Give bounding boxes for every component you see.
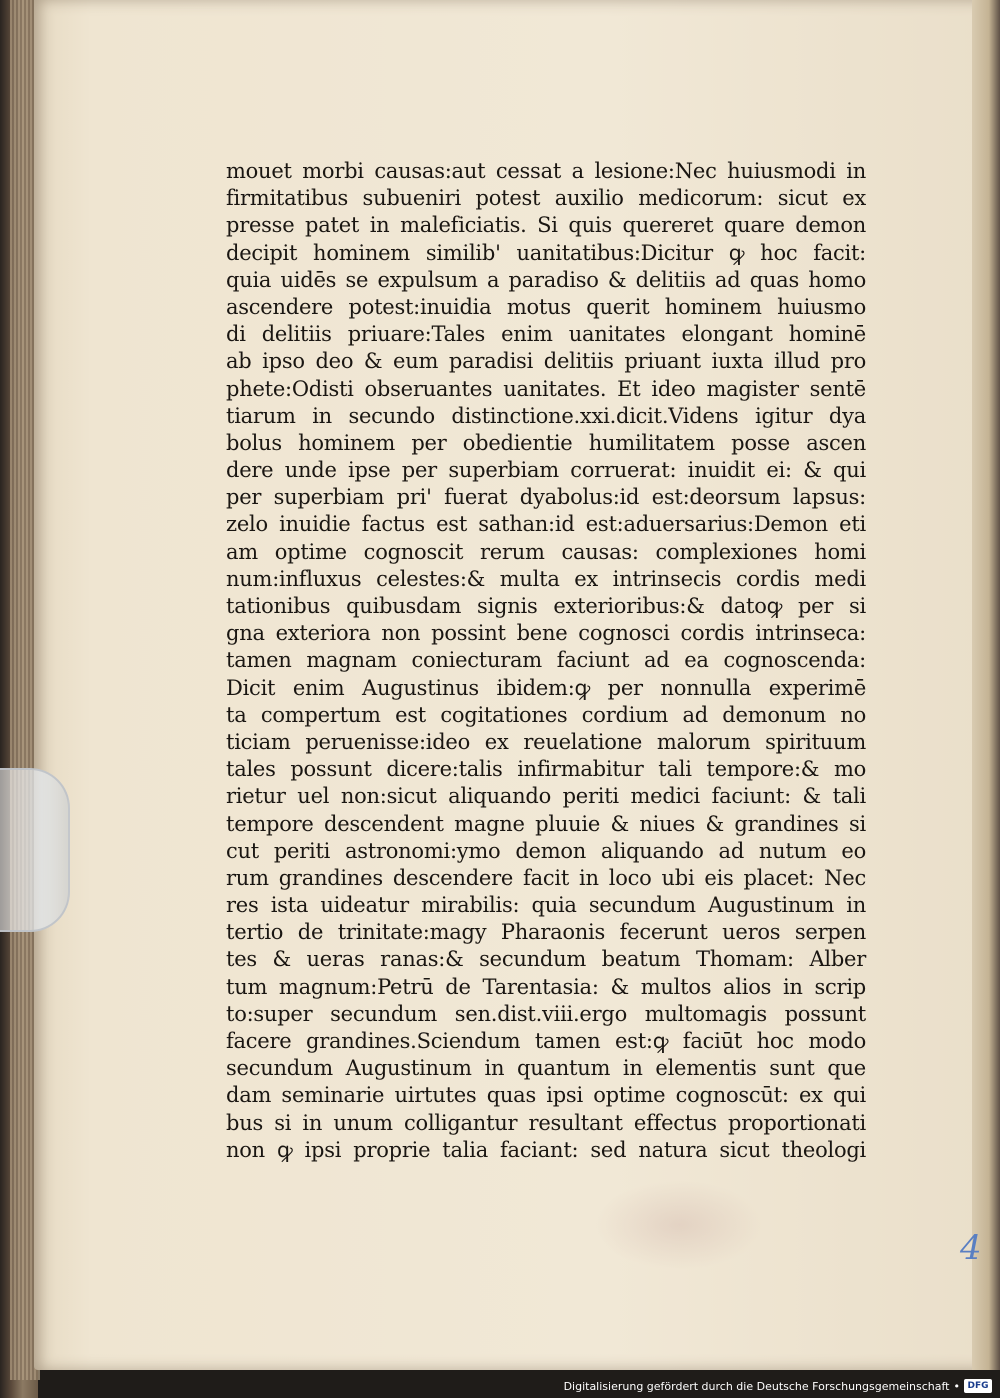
text-line: tales possunt dicere:talis infirmabitur tali tempore:& mo bbox=[226, 757, 866, 782]
footer-separator: • bbox=[953, 1379, 960, 1393]
text-line: facere grandines.Sciendum tamen est:ꝙ faciūt hoc modo bbox=[226, 1029, 866, 1053]
text-line: res ista uideatur mirabilis: quia secundum Augustinum in bbox=[226, 893, 866, 918]
text-line: bolus hominem per obedientie humilitatem posse ascen bbox=[226, 430, 866, 455]
text-line: ascendere potest:inuidia motus querit hominem huiusmo bbox=[226, 294, 866, 319]
text-line: ticiam peruenisse:ideo ex reuelatione malorum spirituum bbox=[226, 729, 866, 754]
text-line: ta compertum est cogitationes cordium ad demonum no bbox=[226, 702, 866, 727]
text-line: per superbiam pri' fuerat dyabolus:id est:deorsum lapsus: bbox=[226, 485, 866, 510]
page-stack-right bbox=[972, 0, 1000, 1370]
text-line: dere unde ipse per superbiam corruerat: inuidit ei: & qui bbox=[226, 458, 866, 483]
text-line: tationibus quibusdam signis exterioribus:& datoꝙ per si bbox=[226, 594, 866, 618]
text-line: cut periti astronomi:ymo demon aliquando ad nutum eo bbox=[226, 838, 866, 863]
footer-credit: Digitalisierung gefördert durch die Deutsche Forschungsgemeinschaft bbox=[563, 1379, 950, 1393]
text-line: ab ipso deo & eum paradisi delitiis priuant iuxta illud pro bbox=[226, 349, 866, 374]
body-text-block bbox=[226, 158, 866, 1164]
plastic-page-clip bbox=[0, 768, 70, 932]
marginal-page-number: 4 bbox=[960, 1228, 982, 1268]
text-line: decipit hominem similib' uanitatibus:Dicitur ꝙ hoc facit: bbox=[226, 240, 866, 265]
text-line: rum grandines descendere facit in loco ubi eis placet: Nec bbox=[226, 865, 866, 890]
text-line: tum magnum:Petrū de Tarentasia: & multos alios in scrip bbox=[226, 974, 866, 999]
text-line: num:influxus celestes:& multa ex intrinsecis cordis medi bbox=[226, 566, 866, 591]
text-line: bus si in unum colligantur resultant effectus proportionati bbox=[226, 1110, 866, 1135]
text-line: am optime cognoscit rerum causas: complexiones homi bbox=[226, 539, 866, 564]
text-line: phete:Odisti obseruantes uanitates. Et ideo magister sentē bbox=[226, 376, 866, 401]
text-line: Dicit enim Augustinus ibidem:ꝙ per nonnulla experimē bbox=[226, 675, 866, 700]
text-line: dam seminarie uirtutes quas ipsi optime cognoscūt: ex qui bbox=[226, 1083, 866, 1108]
digitization-footer bbox=[564, 1376, 992, 1396]
text-line: zelo inuidie factus est sathan:id est:aduersarius:Demon eti bbox=[226, 512, 866, 537]
text-line: tes & ueras ranas:& secundum beatum Thomam: Alber bbox=[226, 947, 866, 972]
text-line: tiarum in secundo distinctione.xxi.dicit.Videns igitur dya bbox=[226, 403, 866, 428]
text-line: non ꝙ ipsi proprie talia faciant: sed natura sicut theologi bbox=[226, 1137, 866, 1162]
text-line: to:super secundum sen.dist.viii.ergo multomagis possunt bbox=[226, 1001, 866, 1026]
text-line: tertio de trinitate:magy Pharaonis fecerunt ueros serpen bbox=[226, 920, 866, 945]
text-line: mouet morbi causas:aut cessat a lesione:Nec huiusmodi in bbox=[226, 159, 866, 183]
text-line: gna exteriora non possint bene cognosci cordis intrinseca: bbox=[226, 621, 866, 646]
text-line: secundum Augustinum in quantum in elementis sunt que bbox=[226, 1056, 866, 1081]
page-stain bbox=[594, 1180, 764, 1270]
text-line: tamen magnam coniecturam faciunt ad ea cognoscenda: bbox=[226, 648, 866, 673]
text-line: firmitatibus subueniri potest auxilio medicorum: sicut ex bbox=[226, 186, 866, 211]
text-line: quia uidēs se expulsum a paradiso & delitiis ad quas homo bbox=[226, 267, 866, 292]
text-line: rietur uel non:sicut aliquando periti medici faciunt: & tali bbox=[226, 784, 866, 809]
text-line: di delitiis priuare:Tales enim uanitates elongant hominē bbox=[226, 322, 866, 347]
text-line: presse patet in maleficiatis. Si quis quereret quare demon bbox=[226, 213, 866, 238]
dfg-logo-icon: DFG bbox=[964, 1379, 992, 1393]
text-line: tempore descendent magne pluuie & niues & grandines si bbox=[226, 811, 866, 836]
